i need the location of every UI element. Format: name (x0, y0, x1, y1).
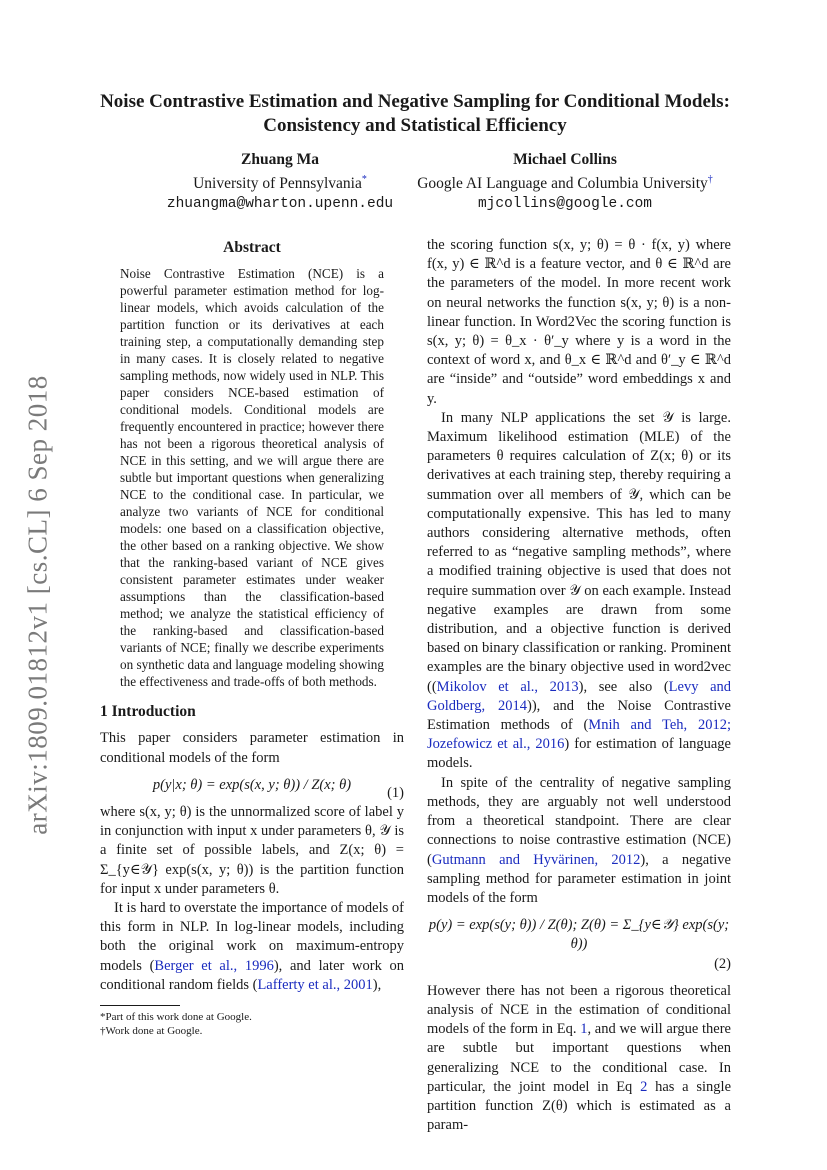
text: However there has not been a rigorous theoretical analysis of NCE in the estimation of conditional models of the form in Eq. (427, 982, 731, 1038)
text: ), a negative sampling method for parameter estimation in joint models of the form (427, 851, 731, 906)
text: ) for estimation of language models. (427, 736, 731, 772)
paragraph (427, 982, 731, 1136)
footnote-mark[interactable]: † (707, 174, 713, 185)
paragraph (100, 899, 404, 995)
footnote: *Part of this work done at Google. (100, 1011, 252, 1024)
text: ), (372, 976, 382, 993)
citation-link[interactable]: Lafferty et al., 2001 (257, 976, 373, 993)
abstract-heading: Abstract (223, 239, 281, 256)
citation-link[interactable]: Levy and Goldberg, 2014 (427, 678, 731, 714)
paragraph: the scoring function s(x, y; θ) = θ · f(x, y) where f(x, y) ∈ ℝ^d is a feature vector, and θ ∈ ℝ^d are the parameters of the model. In more recent work on neural networks the function s(x, y; θ) is a non-linear function. In Word2Vec the scoring function is s(x, y; θ) = θ_x · θ′_y where y is a word in the context of word x, and θ_x ∈ ℝ^d and θ′_y ∈ ℝ^d are “inside” and “outside” word embeddings x and y. (427, 237, 731, 407)
footnote-rule (100, 1005, 180, 1006)
paragraph: where s(x, y; θ) is the unnormalized score of label y in conjunction with input x under parameters θ, 𝒴 is a finite set of possible labels, and Z(x; θ) = Σ_{y∈𝒴} exp(s(x, y; θ)) is the partition function for input x under parameters θ. (100, 804, 404, 897)
equation-2 (427, 916, 731, 974)
citation-link[interactable]: Mnih and Teh, 2012; Jozefowicz et al., 2016 (427, 717, 731, 753)
paragraph (427, 774, 731, 908)
text: It is hard to overstate the importance of models of this form in NLP. In log-linear models, including both the original work on maximum-entropy models ( (100, 900, 404, 974)
equation-1 (100, 776, 404, 801)
paragraph (427, 409, 731, 774)
equation-number: (1) (387, 784, 404, 801)
author-name: Zhuang Ma (241, 151, 319, 168)
left-column (100, 238, 404, 1038)
equation-ref-link[interactable]: 1 (580, 1021, 588, 1038)
section-heading: 1 Introduction (100, 703, 196, 721)
author-2 (390, 150, 740, 214)
paper-title: Noise Contrastive Estimation and Negative Sampling for Conditional Models: Consistency and Statistical Efficiency (100, 91, 730, 136)
text: ), and later work on conditional random fields ( (100, 957, 405, 993)
text: In spite of the centrality of negative sampling methods, they are arguably not well understood from a theoretical standpoint. There are clear connections to noise contrastive estimation (NCE) ( (427, 774, 731, 868)
arxiv-id: arXiv:1809.01812v1 [cs.CL] 6 Sep 2018 (22, 375, 53, 835)
author-affiliation: University of Pennsylvania (193, 175, 362, 193)
equation-ref-link[interactable]: 2 (640, 1078, 648, 1095)
abstract-text: Noise Contrastive Estimation (NCE) is a powerful parameter estimation method for log-linear models, which avoids calculation of the partition function or its derivatives at each training step, a computationally demanding step in many cases. It is closely related to negative sampling methods, now widely used in NLP. This paper considers NCE-based estimation of conditional models. Conditional models are frequently encountered in practice; however there has not been a rigorous theoretical analysis of NCE in this setting, and we will argue there are subtle but important questions when generalizing NCE to the conditional case. In particular, we analyze two variants of NCE for conditional models: one based on a classification objective, the other based on a ranking objective. We show that the ranking-based variant of NCE gives consistent parameter estimates under weaker assumptions than the classification-based method; we analyze the statistical efficiency of the ranking-based and classification-based variants of NCE; finally we describe experiments on synthetic data and language modeling showing the effectiveness and trade-offs of both methods. (120, 266, 384, 690)
equation-body: p(y) = exp(s(y; θ)) / Z(θ); Z(θ) = Σ_{y∈𝒴} exp(s(y; θ)) (428, 917, 730, 953)
footnote-mark[interactable]: * (361, 174, 367, 185)
citation-link[interactable]: Mikolov et al., 2013 (436, 678, 579, 695)
text: , and we will argue there are subtle but important questions when generalizing NCE to the conditional case. In particular, the joint model in Eq (427, 1021, 731, 1095)
citation-link[interactable]: Berger et al., 1996 (154, 957, 274, 974)
author-name: Michael Collins (513, 151, 617, 168)
citation-link[interactable]: Gutmann and Hyvärinen, 2012 (431, 851, 641, 868)
author-affiliation: Google AI Language and Columbia University (417, 175, 708, 193)
right-column (427, 236, 731, 1135)
footnote: †Work done at Google. (100, 1025, 203, 1038)
author-email: zhuangma@wharton.upenn.edu (166, 196, 394, 213)
paragraph: This paper considers parameter estimation in conditional models of the form (100, 730, 404, 766)
text: )), and the Noise Contrastive Estimation methods of ( (427, 697, 731, 734)
equation-number: (2) (714, 955, 731, 972)
arxiv-sidebar (14, 370, 62, 840)
text: has a single partition function Z(θ) which is estimated as a param- (427, 1078, 731, 1134)
text: In many NLP applications the set 𝒴 is large. Maximum likelihood estimation (MLE) of the parameters θ requires calculation of Z(x; θ) or its derivatives at each training step, thereby requiring a summation over all members of 𝒴, which can be computationally expensive. This has led to many authors considering alternative methods, often referred to as “negative sampling methods”, where a modified training objective is used that does not require summation over 𝒴 on each example. Instead negative examples are drawn from some distribution, and a objective function is derived based on binary classification or ranking. Prominent examples are the binary objective used in word2vec (( (427, 409, 731, 695)
equation-body: p(y|x; θ) = exp(s(x, y; θ)) / Z(x; θ) (152, 776, 352, 793)
author-email: mjcollins@google.com (477, 196, 653, 213)
text: ), see also ( (578, 678, 669, 695)
